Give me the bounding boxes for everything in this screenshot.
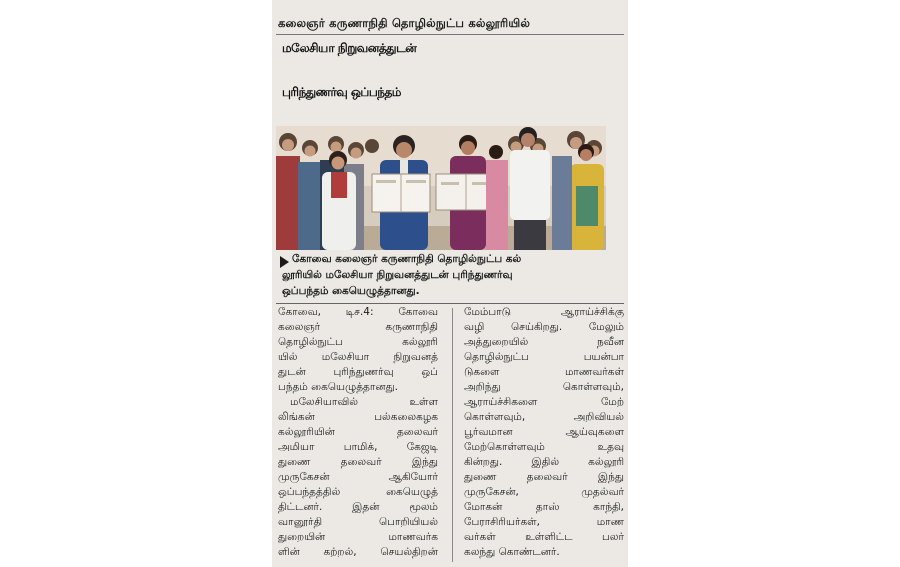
body-line: திட்டனர். இதன் மூலம்: [278, 501, 438, 513]
body-line: வானூர்தி பொறியியல்: [278, 516, 438, 528]
caption-line-1: கோவை கலைஞர் கருணாநிதி தொழில்நுட்ப கல்: [292, 253, 522, 265]
body-line: கொள்ளவும், அறிவியல்: [464, 411, 624, 423]
body-line: வர்கள் உள்ளிட்ட பலர்: [464, 531, 624, 543]
body-line: மேற்கொள்ளவும் உதவு: [464, 441, 624, 453]
body-line: கோவை, டிச.4: கோவை: [278, 306, 438, 318]
body-line: கலைஞர் கருணாநிதி: [278, 321, 438, 333]
column-divider: [452, 308, 453, 562]
body-line: யில் மலேசியா நிறுவனத்: [278, 351, 438, 363]
body-line: பேராசிரியர்கள், மாண: [464, 516, 624, 528]
newspaper-clipping: [272, 0, 628, 567]
photo-caption: [276, 253, 616, 303]
headline-line-1: மலேசியா நிறுவனத்துடன்: [282, 41, 417, 55]
caption-line-3: ஒப்பந்தம் கையெழுத்தானது.: [282, 285, 420, 297]
caption-divider: [276, 303, 624, 304]
body-line: லிங்கன் பல்கலைகழக: [278, 411, 438, 423]
body-line: மோகன் தாஸ் காந்தி,: [464, 501, 624, 513]
body-line: அறிந்து கொள்ளவும்,: [464, 381, 624, 393]
body-line: மேம்பாடு ஆராய்ச்சிக்கு: [464, 306, 624, 318]
body-line: துணை தலைவர் இந்து: [464, 471, 624, 483]
article-kicker: கலைஞர் கருணாநிதி தொழில்நுட்ப கல்லூரியில்: [278, 16, 531, 30]
kicker-divider: [276, 34, 624, 35]
body-line: பந்தம் கையெழுத்தானது.: [278, 381, 399, 393]
body-line: கல்லூரியின் தலைவர்: [278, 426, 438, 438]
body-line: துணை தலைவர் இந்து: [278, 456, 438, 468]
body-line: துறையின் மாணவர்க: [278, 531, 438, 543]
caption-arrow-icon: [280, 256, 289, 268]
body-line: ஒப்பந்தத்தில் கையெழுத்: [278, 486, 438, 498]
body-line: ஆராய்ச்சிகளை மேற்: [464, 396, 624, 408]
body-line: மலேசியாவில் உள்ள: [290, 396, 438, 408]
body-line: கலந்து கொண்டனர்.: [464, 546, 560, 558]
body-line: அத்துறையில் நவீன: [464, 336, 624, 348]
body-line: தொழில்நுட்ப கல்லூரி: [278, 336, 438, 348]
body-line: ளின் கற்றல், செயல்திறன்: [278, 546, 438, 558]
caption-line-2: லூரியில் மலேசியா நிறுவனத்துடன் புரிந்துணர்வு: [282, 269, 513, 281]
body-line: தொழில்நுட்ப பயன்பா: [464, 351, 624, 363]
body-line: பூர்வமான ஆய்வுகளை: [464, 426, 624, 438]
body-line: கின்றது. இதில் கல்லூரி: [464, 456, 624, 468]
body-line: முருகேசன், முதல்வர்: [464, 486, 624, 498]
body-line: டுகளை மாணவர்கள்: [464, 366, 624, 378]
body-line: துடன் புரிந்துணர்வு ஒப்: [278, 366, 438, 378]
body-line: அமியா பாமிக், கேஜடி: [278, 441, 438, 453]
body-line: முருகேசன் ஆகியோர்: [278, 471, 438, 483]
headline-line-2: புரிந்துணர்வு ஒப்பந்தம்: [282, 85, 401, 99]
body-line: வழி செய்கிறது. மேலும்: [464, 321, 624, 333]
article-photo: [276, 126, 606, 250]
